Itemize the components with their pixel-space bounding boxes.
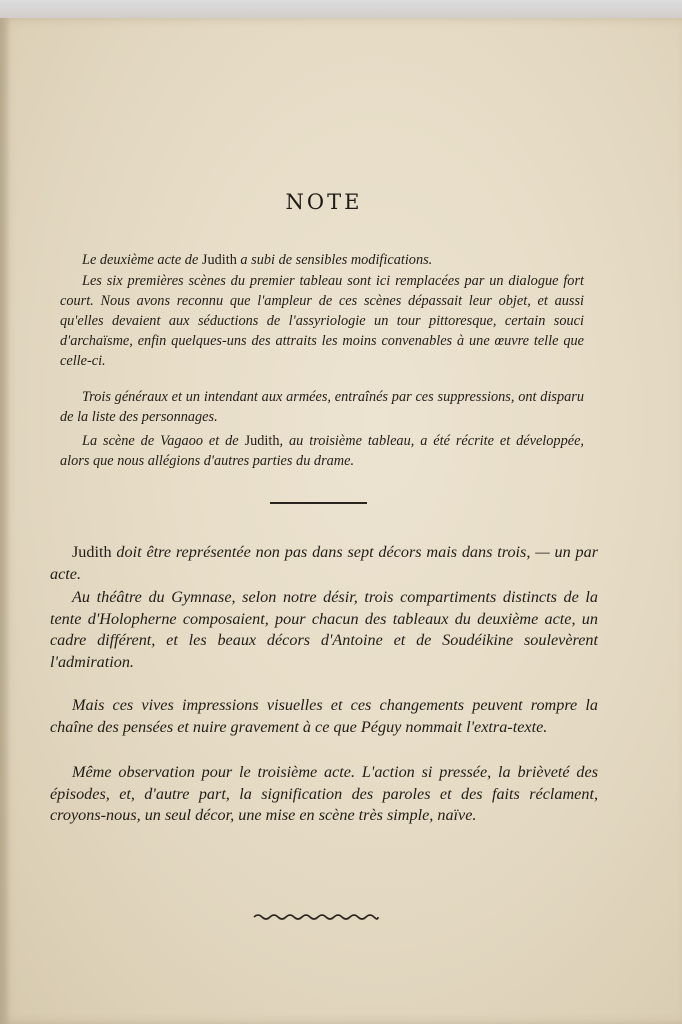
section-divider bbox=[270, 502, 367, 504]
staging-paragraph-3: Mais ces vives impressions visuelles et ces changements peuvent rompre la chaîne des pensées et nuire gravement à ce que Péguy nommait l'extra-texte. bbox=[50, 696, 598, 736]
text-run: doit être représentée non pas dans sept décors mais dans trois, — un par acte. bbox=[50, 543, 598, 583]
text-run: , au troisième tableau, a été récrite et développée, alors que nous allégions d'autres parties du drame. bbox=[60, 433, 584, 469]
note-paragraph-1 bbox=[60, 250, 584, 270]
end-ornament bbox=[252, 912, 380, 922]
text-run: Le deuxième acte de bbox=[82, 252, 202, 268]
page-gutter-shadow bbox=[0, 18, 10, 1024]
staging-paragraph-1 bbox=[50, 542, 598, 585]
staging-paragraph-2: Au théâtre du Gymnase, selon notre désir, trois compartiments distincts de la tente d'Holopherne composaient, pour chacun des tableaux du deuxième acte, un cadre différent, et les beaux décors d'Antoine et de Soudéikine soulevèrent l'admiration. bbox=[50, 588, 598, 671]
page-title: NOTE bbox=[285, 190, 363, 214]
play-title: Judith bbox=[244, 433, 280, 449]
book-page bbox=[0, 18, 682, 1024]
play-title: Judith bbox=[201, 252, 237, 268]
note-paragraph-4 bbox=[60, 431, 584, 471]
text-run: La scène de Vagaoo et de bbox=[82, 433, 245, 449]
note-paragraph-3: Trois généraux et un intendant aux armées, entraînés par ces suppressions, ont disparu de la liste des personnages. bbox=[60, 389, 584, 425]
staging-paragraph-4: Même observation pour le troisième acte. L'action si pressée, la brièveté des épisodes, et, d'autre part, la signification des paroles et des faits réclament, croyons-nous, un seul décor, une mise en scène très simple, naïve. bbox=[50, 763, 598, 824]
note-paragraph-2: Les six premières scènes du premier tableau sont ici remplacées par un dialogue fort court. Nous avons reconnu que l'ampleur de ces scènes dépassait leur objet, et aussi qu'elles devaient aux séductions de l'assyriologie un tour pittoresque, certain souci d'archaïsme, enfin quelques-uns des attraits les moins convenables à une œuvre telle que celle-ci. bbox=[60, 273, 584, 369]
text-run: a subi de sensibles modifications. bbox=[236, 252, 433, 268]
play-title: Judith bbox=[72, 543, 112, 561]
